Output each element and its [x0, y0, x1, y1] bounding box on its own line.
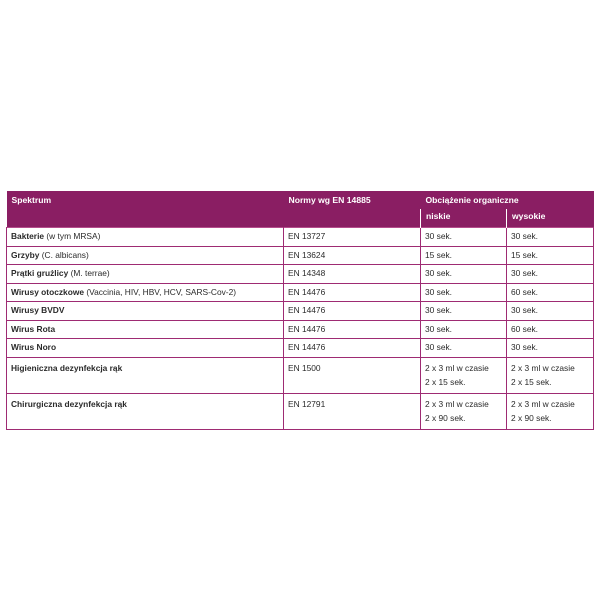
- cell-high-line1: 2 x 3 ml w czasie: [511, 398, 575, 409]
- cell-high-line2: 2 x 90 sek.: [511, 412, 552, 423]
- cell-norm: EN 13624: [284, 246, 421, 265]
- cell-high: [507, 393, 594, 429]
- cell-high: 15 sek.: [507, 246, 594, 265]
- cell-low-line1: 2 x 3 ml w czasie: [425, 398, 489, 409]
- cell-high: 30 sek.: [507, 339, 594, 358]
- cell-high: 30 sek.: [507, 265, 594, 284]
- cell-low: 30 sek.: [421, 302, 507, 321]
- organism-detail: (Vaccinia, HIV, HBV, HCV, SARS-Cov-2): [84, 286, 237, 297]
- cell-norm: EN 14476: [284, 320, 421, 339]
- cell-low: 30 sek.: [421, 228, 507, 247]
- spectrum-table: [6, 191, 594, 430]
- table-row: [7, 339, 594, 358]
- table-row: [7, 246, 594, 265]
- cell-spectrum: [7, 357, 284, 393]
- cell-spectrum: [7, 393, 284, 429]
- table-row: [7, 302, 594, 321]
- table-row: [7, 320, 594, 339]
- cell-spectrum: [7, 320, 284, 339]
- cell-high-line2: 2 x 15 sek.: [511, 376, 552, 387]
- cell-low: 30 sek.: [421, 339, 507, 358]
- organism-name: Wirus Noro: [11, 342, 57, 352]
- header-norms-empty: [284, 209, 421, 228]
- procedure-name: Higieniczna dezynfekcja rąk: [11, 362, 123, 373]
- procedure-name: Chirurgiczna dezynfekcja rąk: [11, 398, 127, 409]
- cell-spectrum: [7, 302, 284, 321]
- cell-norm: EN 14476: [284, 283, 421, 302]
- cell-spectrum: [7, 228, 284, 247]
- table-row: [7, 265, 594, 284]
- cell-spectrum: [7, 246, 284, 265]
- organism-detail: (C. albicans): [39, 249, 89, 260]
- cell-high: 30 sek.: [507, 228, 594, 247]
- cell-low: 15 sek.: [421, 246, 507, 265]
- table-row: [7, 393, 594, 429]
- organism-name: Bakterie: [11, 231, 45, 241]
- header-organic-load: Obciążenie organiczne: [421, 191, 594, 209]
- cell-norm: EN 14476: [284, 339, 421, 358]
- cell-high-line1: 2 x 3 ml w czasie: [511, 362, 575, 373]
- organism-name: Grzyby: [11, 249, 40, 260]
- table-header-row: [7, 191, 594, 209]
- cell-norm: EN 14348: [284, 265, 421, 284]
- cell-low: [421, 393, 507, 429]
- cell-high: 60 sek.: [507, 283, 594, 302]
- organism-name: Wirus Rota: [11, 323, 56, 334]
- cell-low-line2: 2 x 90 sek.: [425, 412, 466, 423]
- organism-name: Wirusy otoczkowe: [11, 286, 84, 297]
- table-row: [7, 228, 594, 247]
- cell-spectrum: [7, 339, 284, 358]
- cell-high: 60 sek.: [507, 320, 594, 339]
- cell-norm: EN 13727: [284, 228, 421, 247]
- organism-name: Wirusy BVDV: [11, 305, 65, 315]
- cell-spectrum: [7, 283, 284, 302]
- cell-norm: EN 14476: [284, 302, 421, 321]
- table-row: [7, 283, 594, 302]
- cell-low: 30 sek.: [421, 265, 507, 284]
- table-row: [7, 357, 594, 393]
- table-subheader-row: [7, 209, 594, 228]
- header-norms: Normy wg EN 14885: [284, 191, 421, 209]
- header-spectrum-empty: [7, 209, 284, 228]
- cell-high: 30 sek.: [507, 302, 594, 321]
- cell-low-line1: 2 x 3 ml w czasie: [425, 362, 489, 373]
- header-low: niskie: [421, 209, 507, 228]
- organism-detail: (M. terrae): [68, 268, 110, 278]
- header-spectrum: Spektrum: [7, 191, 284, 209]
- cell-norm: EN 12791: [284, 393, 421, 429]
- cell-spectrum: [7, 265, 284, 284]
- cell-low-line2: 2 x 15 sek.: [425, 376, 466, 387]
- cell-low: 30 sek.: [421, 320, 507, 339]
- header-high: wysokie: [507, 209, 594, 228]
- cell-low: [421, 357, 507, 393]
- organism-name: Prątki grużlicy: [11, 268, 69, 278]
- cell-norm: EN 1500: [284, 357, 421, 393]
- organism-detail: (w tym MRSA): [44, 231, 101, 241]
- cell-low: 30 sek.: [421, 283, 507, 302]
- cell-high: [507, 357, 594, 393]
